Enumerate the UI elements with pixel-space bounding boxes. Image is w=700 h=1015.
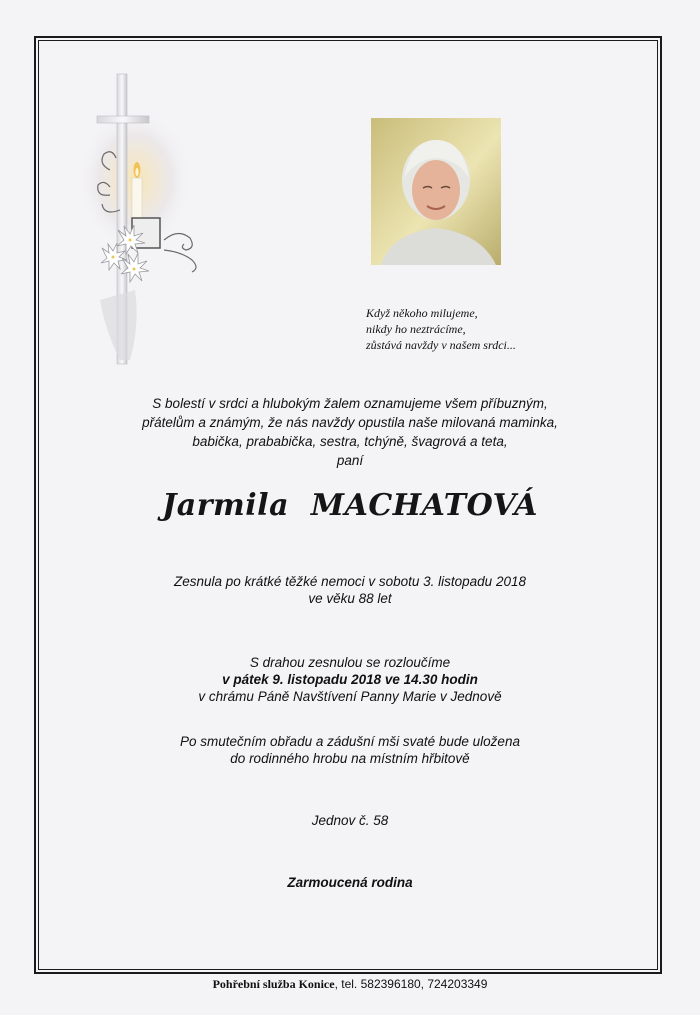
- farewell-info: [100, 654, 600, 705]
- burial-line: Po smutečním obřadu a zádušní mši svaté bude uložena: [180, 734, 520, 749]
- portrait-photo: [371, 118, 501, 265]
- cross-candle-lily-icon: [80, 70, 220, 370]
- farewell-line: S drahou zesnulou se rozloučíme: [249, 655, 451, 670]
- funeral-service-name: Pohřební služba Konice: [212, 977, 335, 991]
- quote-line: Když někoho milujeme,: [366, 306, 478, 320]
- quote-line: nikdy ho neztrácíme,: [366, 322, 466, 336]
- portrait-image: [371, 118, 501, 265]
- burial-line: do rodinného hrobu na místním hřbitově: [230, 751, 470, 766]
- death-info: [100, 573, 600, 607]
- farewell-place: v chrámu Páně Navštívení Panny Marie v Jednově: [198, 689, 502, 704]
- signature-text: Zarmoucená rodina: [287, 875, 413, 890]
- address-text: Jednov č. 58: [311, 813, 389, 828]
- death-age: ve věku 88 let: [308, 591, 392, 606]
- intro-line: S bolestí v srdci a hlubokým žalem oznamujeme všem příbuzným,: [152, 396, 548, 411]
- funeral-service-contact: , tel. 582396180, 724203349: [334, 977, 488, 991]
- intro-line: přátelům a známým, že nás navždy opustila naše milovaná maminka,: [142, 415, 558, 430]
- death-line: Zesnula po krátké těžké nemoci v sobotu 3. listopadu 2018: [174, 574, 526, 589]
- last-name: MACHATOVÁ: [310, 488, 538, 523]
- footer: [0, 977, 700, 992]
- intro-line: babička, prababička, sestra, tchýně, švagrová a teta,: [192, 434, 508, 449]
- address: [100, 812, 600, 829]
- memorial-quote: [366, 305, 586, 353]
- signature: [100, 874, 600, 891]
- deceased-name: [100, 488, 600, 523]
- announcement-intro: [120, 394, 580, 470]
- intro-line: paní: [336, 453, 364, 468]
- farewell-date: v pátek 9. listopadu 2018 ve 14.30 hodin: [222, 672, 478, 687]
- burial-info: [100, 733, 600, 767]
- quote-line: zůstává navždy v našem srdci...: [366, 338, 516, 352]
- first-name: Jarmila: [162, 488, 290, 523]
